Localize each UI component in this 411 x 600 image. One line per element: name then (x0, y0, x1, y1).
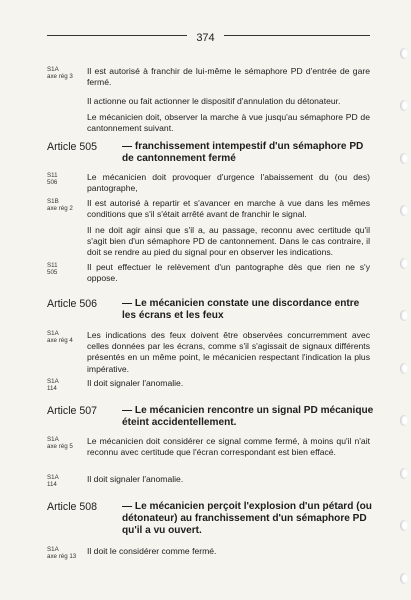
paragraph-text: Il doit le considérer comme fermé. (87, 546, 217, 556)
page-header (0, 28, 411, 46)
margin-reference (47, 262, 87, 276)
margin-reference (47, 330, 87, 344)
margin-reference (47, 378, 87, 392)
punch-hole (400, 100, 408, 111)
margin-reference (47, 474, 87, 488)
ref-detail: axe rég 3 (47, 73, 73, 80)
header-rule-left (47, 35, 187, 36)
paragraph-text: Il actionne ou fait actionner le dispositif d'annulation du détonateur. (87, 96, 341, 106)
margin-reference (47, 546, 87, 560)
ref-code: S11 (47, 262, 58, 269)
ref-detail: axe rég 4 (47, 337, 73, 344)
margin-reference (47, 66, 87, 80)
paragraph-text: Il est autorisé à repartir et s'avancer en marche à vue dans les mêmes conditions que s'il s'était arrêté avant de franchir le signal. (87, 198, 370, 220)
paragraph-text: Le mécanicien doit considérer ce signal comme fermé, à moins qu'il n'ait reconnu avec certitude que l'écran correspondant est bien effacé. (87, 436, 370, 458)
punch-hole (400, 48, 408, 59)
article-title: — Le mécanicien constate une discordance entre les écrans et les feux (122, 298, 360, 321)
ref-code: S1A (47, 436, 59, 443)
article-number: Article 506 (47, 298, 98, 310)
punch-hole (400, 520, 408, 531)
punch-hole (400, 363, 408, 374)
ref-detail: 505 (47, 269, 58, 276)
paragraph-text: Il doit signaler l'anomalie. (87, 378, 184, 388)
article-title: — franchissement intempestif d'un sémaphore PD de cantonnement fermé (122, 141, 364, 164)
ref-code: S1A (47, 378, 59, 385)
margin-reference (47, 198, 87, 212)
article-title: — Le mécanicien rencontre un signal PD mécanique éteint accidentellement. (122, 405, 374, 428)
ref-detail: axe rég 13 (47, 553, 77, 560)
article-title: — Le mécanicien perçoit l'explosion d'un pétard (ou détonateur) au franchissement d'un sémaphore PD qu'il a vu ouvert. (122, 501, 372, 536)
ref-code: S1A (47, 66, 59, 73)
ref-code: S1B (47, 198, 59, 205)
ref-code: S1A (47, 474, 59, 481)
punch-hole (400, 153, 408, 164)
ref-detail: axe rég 5 (47, 443, 73, 450)
article-number: Article 508 (47, 501, 98, 513)
ref-code: S1A (47, 546, 59, 553)
ref-code: S11 (47, 172, 58, 179)
header-rule-right (224, 35, 370, 36)
ref-detail: 506 (47, 179, 58, 186)
margin-reference (47, 436, 87, 450)
page-number: 374 (190, 32, 220, 44)
punch-hole (400, 258, 408, 269)
punch-hole (400, 573, 408, 584)
paragraph-text: Il ne doit agir ainsi que s'il a, au passage, reconnu avec certitude qu'il s'agit bien d'un sémaphore PD de cantonnement. Dans le cas contraire, il doit se rendre au pied du signal pour en observer les indications. (87, 225, 370, 258)
paragraph-text: Les indications des feux doivent être observées concurremment avec celles données par les écrans, comme s'il s'agissait de signaux différents présentés en un même point, le mécanicien respectant l'indication la plus impérative. (87, 330, 370, 374)
punch-hole (400, 205, 408, 216)
paragraph-text: Le mécanicien doit provoquer d'urgence l'abaissement du (ou des) pantographe, (87, 172, 370, 194)
ref-code: S1A (47, 330, 59, 337)
article-number: Article 507 (47, 405, 98, 417)
punch-hole (400, 415, 408, 426)
paragraph-text: Il est autorisé à franchir de lui-même le sémaphore PD d'entrée de gare fermé. (87, 66, 370, 88)
margin-reference (47, 172, 87, 186)
ref-detail: 114 (47, 385, 57, 392)
paragraph-text: Il peut effectuer le relèvement d'un pantographe dès que rien ne s'y oppose. (87, 262, 370, 284)
ref-detail: axe rég 2 (47, 205, 73, 212)
paragraph-text: Il doit signaler l'anomalie. (87, 474, 184, 484)
article-number: Article 505 (47, 141, 98, 153)
ref-detail: 114 (47, 481, 57, 488)
punch-hole (400, 310, 408, 321)
paragraph-text: Le mécanicien doit, observer la marche à vue jusqu'au sémaphore PD de cantonnement suivant. (87, 112, 370, 134)
punch-hole (400, 468, 408, 479)
